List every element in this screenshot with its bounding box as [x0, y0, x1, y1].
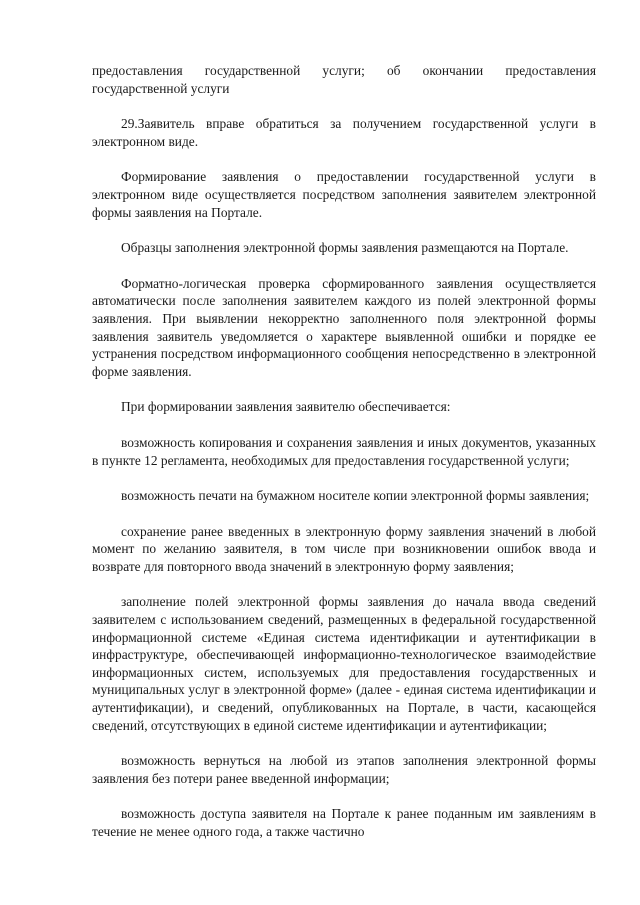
paragraph-continuation: предоставления государственной услуги; об окончании предоставления государственной услуги: [92, 63, 596, 96]
paragraph-copy-save: возможность копирования и сохранения заявления и иных документов, указанных в пункте 12 регламента, необходимых для предоставления государственной услуги;: [92, 434, 596, 468]
paragraph-provided-intro: При формировании заявления заявителю обеспечивается:: [121, 399, 451, 415]
paragraph-29: 29.Заявитель вправе обратиться за получением государственной услуги в электронном виде.: [92, 116, 596, 149]
paragraph-access-history: возможность доступа заявителя на Портале к ранее поданным им заявлениям в течение не менее одного года, а также частично: [92, 806, 596, 839]
paragraph-form-creation: Формирование заявления о предоставлении государственной услуги в электронном виде осуществляется посредством заполнения заявителем электронной формы заявления на Портале.: [92, 169, 596, 220]
paragraph-save-values: сохранение ранее введенных в электронную форму заявления значений в любой момент по желанию заявителя, в том числе при возникновении ошибок ввода и возврате для повторного ввода значений в электронную форму заявления;: [92, 523, 596, 574]
paragraph-prefill: заполнение полей электронной формы заявления до начала ввода сведений заявителем с использованием сведений, размещенных в федеральной государственной информационной системе «Единая система идентификации и аутентификации в инфраструктуре, обеспечивающей информационно-технологическое взаимодействие информационных систем, используемых для предоставления государственных и муниципальных услуг в электронной форме» (далее - единая система идентификации и аутентификации), и сведений, опубликованных на Портале, в части, касающейся сведений, отсутствующих в единой системе идентификации и аутентификации;: [92, 594, 596, 733]
paragraph-return-stage: возможность вернуться на любой из этапов заполнения электронной формы заявления без потери ранее введенной информации;: [92, 753, 596, 786]
paragraph-samples: Образцы заполнения электронной формы заявления размещаются на Портале.: [121, 240, 569, 256]
paragraph-format-check: Форматно-логическая проверка сформированного заявления осуществляется автоматически после заполнения заявителем каждого из полей электронной формы заявления. При выявлении некорректно заполненного поля электронной формы заявления заявитель уведомляется о характере выявленной ошибки и порядке ее устранения посредством информационного сообщения непосредственно в электронной форме заявления.: [92, 275, 596, 379]
document-page: [92, 62, 596, 859]
paragraph-print: возможность печати на бумажном носителе копии электронной формы заявления;: [121, 488, 590, 504]
